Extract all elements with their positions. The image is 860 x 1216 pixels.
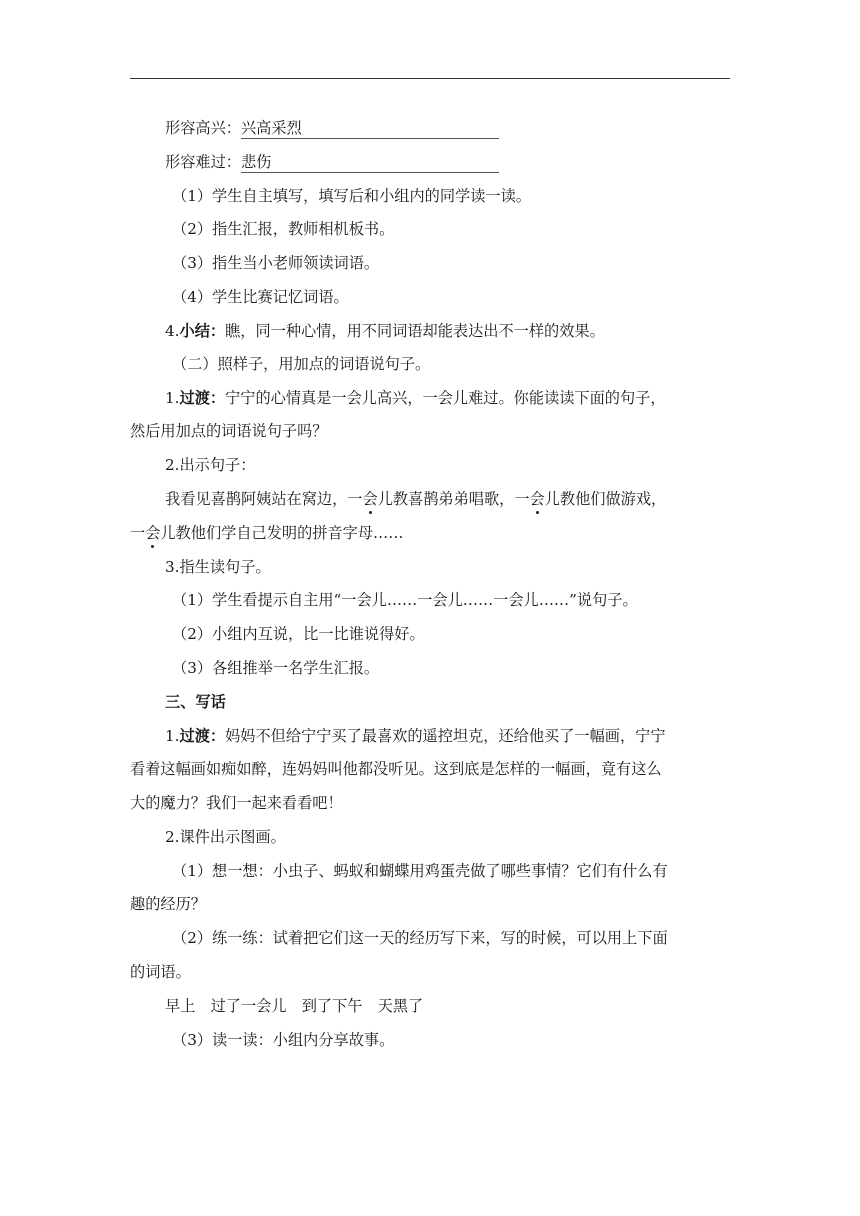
fill-happy-row: [165, 118, 499, 139]
section3-title: 三、写话: [165, 693, 226, 711]
example-text1: 我看见喜鹊阿姨站在窝边，: [165, 490, 348, 508]
fill-sad-label: 形容难过：: [165, 153, 241, 171]
p1-line1: [165, 388, 666, 408]
step-a1: （1）学生自主填写，填写后和小组内的同学读一读。: [172, 187, 531, 205]
p1-label: 过渡：: [179, 389, 226, 407]
summary-label: 小结：: [179, 322, 226, 340]
word-bank: 早上 过了一会儿 到了下午 天黑了: [165, 997, 424, 1015]
w1-label: 过渡：: [179, 727, 226, 745]
section2-title: （二）照样子，用加点的词语说句子。: [172, 355, 431, 373]
p3-line: 3.指生读句子。: [165, 558, 271, 576]
w1-line1: [165, 726, 666, 746]
w2-line: 2.课件出示图画。: [165, 828, 286, 846]
summary-text: 瞧，同一种心情，用不同词语却能表达出不一样的效果。: [225, 322, 605, 340]
w1-number: 1.: [165, 727, 180, 745]
example-text3: 教他们做游戏，: [559, 490, 667, 508]
summary-line: [165, 321, 605, 341]
example-line1: [165, 489, 666, 509]
step-a2: （2）指生汇报，教师相机板书。: [172, 220, 395, 238]
emphasis-1a: 一会儿: [347, 490, 393, 508]
fill-happy-answer: 兴高采烈: [241, 119, 499, 139]
header-rule: [130, 78, 730, 79]
step-b3: （3）各组推举一名学生汇报。: [172, 659, 380, 677]
fill-sad-answer: 悲伤: [241, 153, 499, 173]
w2a-line2: 趣的经历？: [130, 895, 206, 913]
w1-line2: 看着这幅画如痴如醉，连妈妈叫他都没听见。这到底是怎样的一幅画，竟有这么: [130, 760, 662, 778]
w1-text1: 妈妈不但给宁宁买了最喜欢的遥控坦克，还给他买了一幅画，宁宁: [225, 727, 666, 745]
p2-line: 2.出示句子：: [165, 456, 256, 474]
fill-sad-row: [165, 152, 499, 173]
step-a3: （3）指生当小老师领读词语。: [172, 254, 380, 272]
step-b2: （2）小组内互说，比一比谁说得好。: [172, 625, 425, 643]
emphasis-1b: 一会儿: [514, 490, 560, 508]
p1-line2: 然后用加点的词语说句子吗？: [130, 422, 328, 440]
w1-line3: 大的魔力？我们一起来看看吧！: [130, 794, 343, 812]
w2b-line2: 的词语。: [130, 963, 191, 981]
step-a4: （4）学生比赛记忆词语。: [172, 288, 349, 306]
p1-text1: 宁宁的心情真是一会儿高兴，一会儿难过。你能读读下面的句子，: [225, 389, 666, 407]
w2b-line1: （2）练一练：试着把它们这一天的经历写下来，写的时候，可以用上下面: [172, 929, 668, 947]
w2c-line: （3）读一读：小组内分享故事。: [172, 1031, 395, 1049]
emphasis-2a: 一会儿: [130, 524, 176, 542]
p1-number: 1.: [165, 389, 180, 407]
w2a-line1: （1）想一想：小虫子、蚂蚁和蝴蝶用鸡蛋壳做了哪些事情？它们有什么有: [172, 862, 668, 880]
fill-happy-label: 形容高兴：: [165, 119, 241, 137]
example-text2: 教喜鹊弟弟唱歌，: [392, 490, 515, 508]
summary-number: 4.: [165, 322, 180, 340]
step-b1: （1）学生看提示自主用“一会儿……一会儿……一会儿……”说句子。: [172, 591, 638, 609]
example-line2: [130, 523, 403, 543]
example-text4: 教他们学自己发明的拼音字母……: [175, 524, 404, 542]
